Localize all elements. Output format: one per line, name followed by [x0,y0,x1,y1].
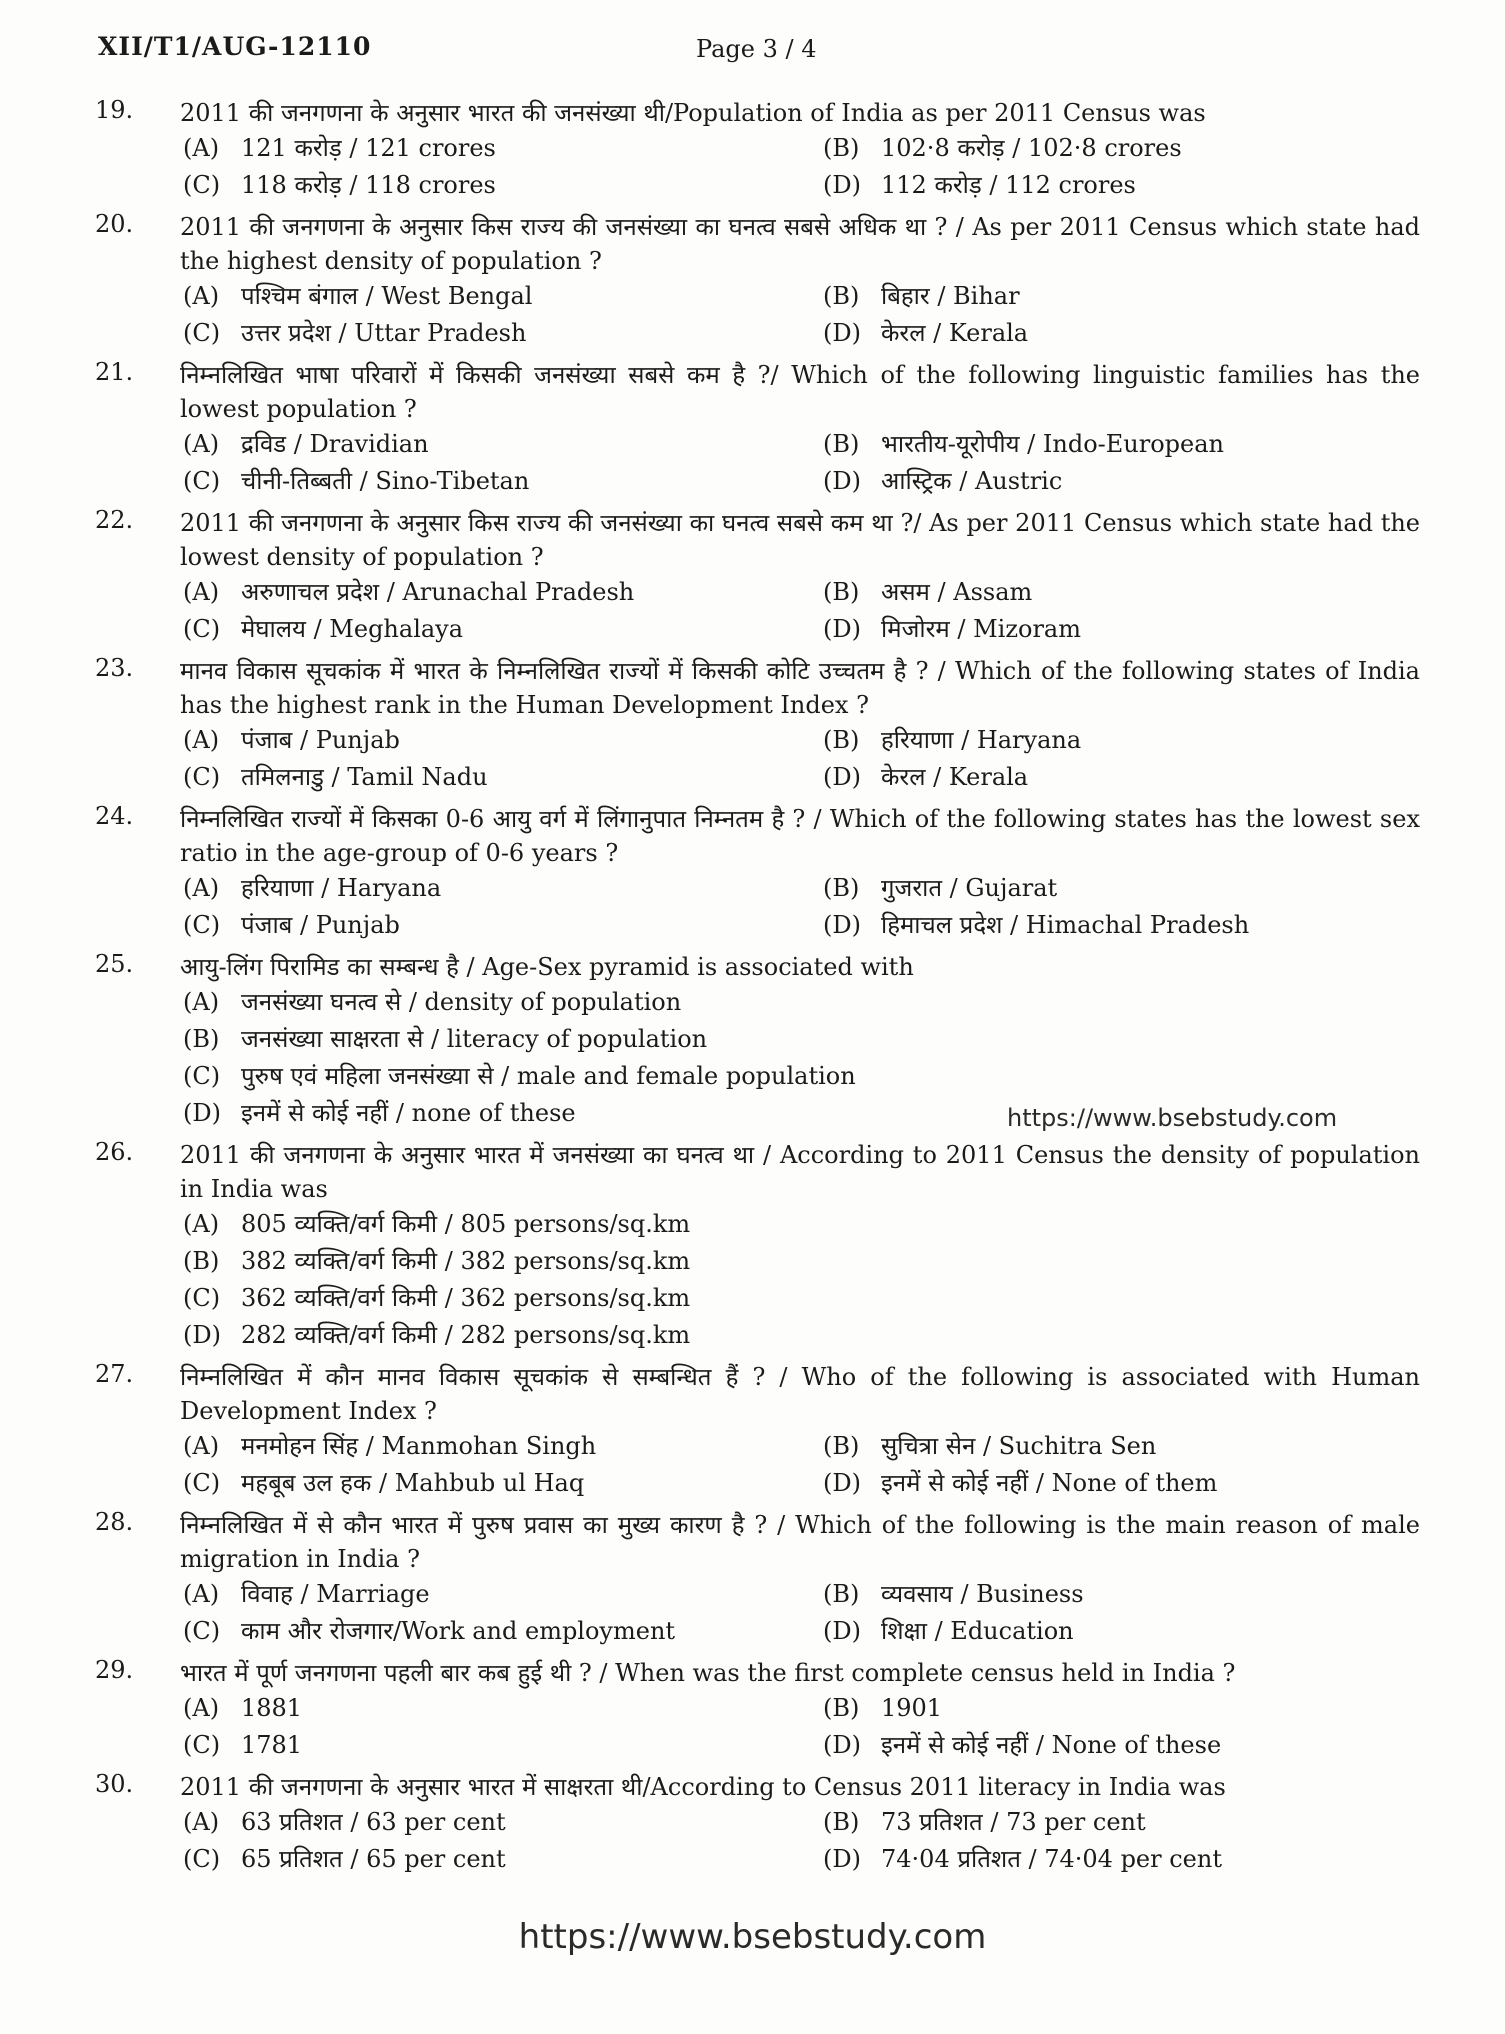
question [95,1770,1420,1878]
option-label: (C) [183,1731,221,1759]
answer-option [823,463,1423,500]
question-number: 29. [95,1656,134,1684]
option-label: (B) [823,1694,860,1722]
option-label: (A) [183,1808,220,1836]
option-label: (B) [823,874,860,902]
question-text: 2011 की जनगणना के अनुसार भारत में साक्षरता थी/According to Census 2011 literacy in India was [180,1773,1226,1801]
option-label: (C) [183,911,221,939]
answer-option [183,1576,823,1613]
option-label: (D) [823,1731,861,1759]
question-text: निम्नलिखित में से कौन भारत में पुरुष प्रवास का मुख्य कारण है ? / Which of the following is the main reason of male migration in India ? [180,1511,1420,1573]
option-text: 282 व्यक्ति/वर्ग किमी / 282 persons/sq.km [241,1321,691,1349]
option-label: (C) [183,1284,221,1312]
question-text: 2011 की जनगणना के अनुसार किस राज्य की जनसंख्या का घनत्व सबसे कम था ?/ As per 2011 Census which state had the lowest density of population ? [180,509,1420,571]
question-number: 20. [95,210,134,238]
option-label: (A) [183,988,220,1016]
option-text: जनसंख्या साक्षरता से / literacy of population [241,1025,708,1053]
answer-option [183,278,823,315]
option-label: (D) [823,319,861,347]
answer-option [823,1576,1423,1613]
option-label: (C) [183,615,221,643]
answer-options [183,1206,1420,1354]
answer-options [183,426,1420,500]
answer-options [183,574,1420,648]
question-number: 28. [95,1508,134,1536]
option-text: पश्चिम बंगाल / West Bengal [241,282,533,310]
question [95,506,1420,648]
option-text: विवाह / Marriage [241,1580,430,1608]
website-watermark[interactable]: https://www.bsebstudy.com [1007,1104,1338,1132]
option-text: इनमें से कोई नहीं / none of these [241,1099,576,1127]
answer-option [823,1465,1423,1502]
answer-option [823,574,1423,611]
option-text: पंजाब / Punjab [241,726,400,754]
option-text: 102·8 करोड़ / 102·8 crores [881,134,1182,162]
option-text: तमिलनाडु / Tamil Nadu [241,763,488,791]
answer-option [823,315,1423,352]
question-number: 30. [95,1770,134,1798]
page-header [98,32,1398,72]
question-text: 2011 की जनगणना के अनुसार भारत में जनसंख्या का घनत्व था / According to 2011 Census the density of population in India was [180,1141,1420,1203]
answer-options [183,130,1420,204]
answer-option [183,611,823,648]
question [95,1138,1420,1354]
option-label: (D) [183,1099,221,1127]
answer-option [183,1690,823,1727]
answer-option [183,426,823,463]
answer-option [823,167,1423,204]
option-text: 382 व्यक्ति/वर्ग किमी / 382 persons/sq.km [241,1247,691,1275]
answer-option [183,1058,1423,1095]
answer-option [183,574,823,611]
question-number: 23. [95,654,134,682]
option-label: (D) [823,1845,861,1873]
option-text: शिक्षा / Education [881,1617,1074,1645]
option-label: (C) [183,763,221,791]
answer-option [183,907,823,944]
answer-option [183,870,823,907]
question [95,210,1420,352]
option-text: चीनी-तिब्बती / Sino-Tibetan [241,467,530,495]
question-text: आयु-लिंग पिरामिड का सम्बन्ध है / Age-Sex pyramid is associated with [180,953,914,981]
option-label: (B) [823,1580,860,1608]
question-text: भारत में पूर्ण जनगणना पहली बार कब हुई थी ? / When was the first complete census held in India ? [180,1659,1236,1687]
option-label: (B) [823,726,860,754]
option-label: (A) [183,1694,220,1722]
question [95,1360,1420,1502]
option-text: मनमोहन सिंह / Manmohan Singh [241,1432,597,1460]
question-text: निम्नलिखित में कौन मानव विकास सूचकांक से सम्बन्धित हैं ? / Who of the following is associated with Human Development Index ? [180,1363,1420,1425]
option-label: (D) [823,911,861,939]
option-label: (B) [823,282,860,310]
option-label: (A) [183,1432,220,1460]
question-text: 2011 की जनगणना के अनुसार किस राज्य की जनसंख्या का घनत्व सबसे अधिक था ? / As per 2011 Census which state had the highest density of population ? [180,213,1420,275]
question-number: 24. [95,802,134,830]
answer-option [823,907,1423,944]
option-text: अरुणाचल प्रदेश / Arunachal Pradesh [241,578,635,606]
answer-options [183,1690,1420,1764]
option-text: आस्ट्रिक / Austric [881,467,1063,495]
option-text: उत्तर प्रदेश / Uttar Pradesh [241,319,527,347]
answer-option [823,759,1423,796]
option-text: बिहार / Bihar [881,282,1020,310]
option-label: (A) [183,430,220,458]
answer-option [183,759,823,796]
answer-option [183,167,823,204]
option-text: 74·04 प्रतिशत / 74·04 per cent [881,1845,1222,1873]
option-text: काम और रोजगार/Work and employment [241,1617,676,1645]
option-label: (B) [183,1247,220,1275]
answer-option [183,1243,1423,1280]
option-label: (C) [183,1617,221,1645]
answer-options [183,1428,1420,1502]
option-text: 362 व्यक्ति/वर्ग किमी / 362 persons/sq.km [241,1284,691,1312]
option-text: मिजोरम / Mizoram [881,615,1081,643]
answer-options [183,870,1420,944]
question [95,802,1420,944]
answer-option [183,1727,823,1764]
answer-option [183,1465,823,1502]
option-text: हिमाचल प्रदेश / Himachal Pradesh [881,911,1250,939]
option-label: (A) [183,1580,220,1608]
option-label: (B) [823,578,860,606]
option-label: (D) [823,171,861,199]
question-number: 22. [95,506,134,534]
question-text: 2011 की जनगणना के अनुसार भारत की जनसंख्या थी/Population of India as per 2011 Census was [180,99,1206,127]
option-text: 1881 [241,1694,303,1722]
option-text: 118 करोड़ / 118 crores [241,171,496,199]
option-label: (B) [823,134,860,162]
option-text: 121 करोड़ / 121 crores [241,134,496,162]
option-text: 65 प्रतिशत / 65 per cent [241,1845,506,1873]
question [95,654,1420,796]
question-number: 21. [95,358,134,386]
answer-options [183,722,1420,796]
option-label: (C) [183,1062,221,1090]
option-text: इनमें से कोई नहीं / None of these [881,1731,1222,1759]
page-number: Page 3 / 4 [696,35,817,63]
option-text: 805 व्यक्ति/वर्ग किमी / 805 persons/sq.km [241,1210,691,1238]
option-text: सुचित्रा सेन / Suchitra Sen [881,1432,1157,1460]
answer-option [183,315,823,352]
option-label: (C) [183,467,221,495]
answer-option [823,611,1423,648]
question-number: 19. [95,96,134,124]
question-number: 27. [95,1360,134,1388]
answer-option [183,1613,823,1650]
option-label: (A) [183,726,220,754]
answer-option [183,130,823,167]
option-text: 63 प्रतिशत / 63 per cent [241,1808,506,1836]
option-label: (A) [183,578,220,606]
option-label: (D) [183,1321,221,1349]
answer-option [183,984,1423,1021]
question-number: 26. [95,1138,134,1166]
option-text: भारतीय-यूरोपीय / Indo-European [881,430,1224,458]
option-label: (A) [183,1210,220,1238]
option-label: (A) [183,134,220,162]
question [95,358,1420,500]
question-text: निम्नलिखित भाषा परिवारों में किसकी जनसंख्या सबसे कम है ?/ Which of the following linguistic families has the lowest population ? [180,361,1420,423]
option-text: 112 करोड़ / 112 crores [881,171,1136,199]
option-label: (B) [823,1432,860,1460]
option-text: असम / Assam [881,578,1033,606]
option-text: केरल / Kerala [881,319,1029,347]
question-text: निम्नलिखित राज्यों में किसका 0-6 आयु वर्ग में लिंगानुपात निम्नतम है ? / Which of the following states has the lowest sex ratio in the age-group of 0-6 years ? [180,805,1420,867]
footer-website-link[interactable]: https://www.bsebstudy.com [518,1917,987,1957]
answer-option [183,463,823,500]
answer-option [823,870,1423,907]
answer-option [823,1727,1423,1764]
option-text: व्यवसाय / Business [881,1580,1084,1608]
question-text: मानव विकास सूचकांक में भारत के निम्नलिखित राज्यों में किसकी कोटि उच्चतम है ? / Which of the following states of India has the highest rank in the Human Development Index ? [180,657,1420,719]
option-label: (C) [183,171,221,199]
option-label: (D) [823,1469,861,1497]
option-label: (C) [183,1845,221,1873]
option-label: (D) [823,763,861,791]
option-label: (A) [183,874,220,902]
paper-code: XII/T1/AUG-12110 [98,32,372,61]
answer-option [183,1021,1423,1058]
option-text: हरियाणा / Haryana [241,874,442,902]
option-label: (C) [183,1469,221,1497]
answer-option [823,722,1423,759]
answer-options [183,1804,1420,1878]
answer-option [823,1613,1423,1650]
answer-options [183,1576,1420,1650]
answer-option [183,1428,823,1465]
answer-option [823,1428,1423,1465]
option-text: गुजरात / Gujarat [881,874,1058,902]
option-label: (D) [823,615,861,643]
option-text: 1901 [881,1694,943,1722]
answer-options [183,278,1420,352]
answer-option [183,1804,823,1841]
answer-option [823,1841,1423,1878]
answer-option [183,1317,1423,1354]
answer-option [823,130,1423,167]
option-text: जनसंख्या घनत्व से / density of population [241,988,682,1016]
answer-option [183,1206,1423,1243]
answer-option [823,426,1423,463]
option-label: (D) [823,1617,861,1645]
answer-option [823,1690,1423,1727]
option-text: केरल / Kerala [881,763,1029,791]
option-text: 1781 [241,1731,303,1759]
answer-option [823,1804,1423,1841]
question [95,96,1420,204]
question-number: 25. [95,950,134,978]
option-text: पुरुष एवं महिला जनसंख्या से / male and female population [241,1062,856,1090]
question [95,1656,1420,1764]
option-label: (C) [183,319,221,347]
answer-option [823,278,1423,315]
option-text: मेघालय / Meghalaya [241,615,464,643]
answer-option [183,1280,1423,1317]
option-label: (B) [183,1025,220,1053]
question [95,1508,1420,1650]
option-text: महबूब उल हक / Mahbub ul Haq [241,1469,585,1497]
option-text: पंजाब / Punjab [241,911,400,939]
option-label: (B) [823,1808,860,1836]
option-text: 73 प्रतिशत / 73 per cent [881,1808,1146,1836]
option-text: द्रविड / Dravidian [241,430,429,458]
option-text: हरियाणा / Haryana [881,726,1082,754]
option-label: (B) [823,430,860,458]
option-label: (D) [823,467,861,495]
option-label: (A) [183,282,220,310]
question-list [95,96,1420,1884]
answer-option [183,1841,823,1878]
answer-option [183,722,823,759]
option-text: इनमें से कोई नहीं / None of them [881,1469,1218,1497]
